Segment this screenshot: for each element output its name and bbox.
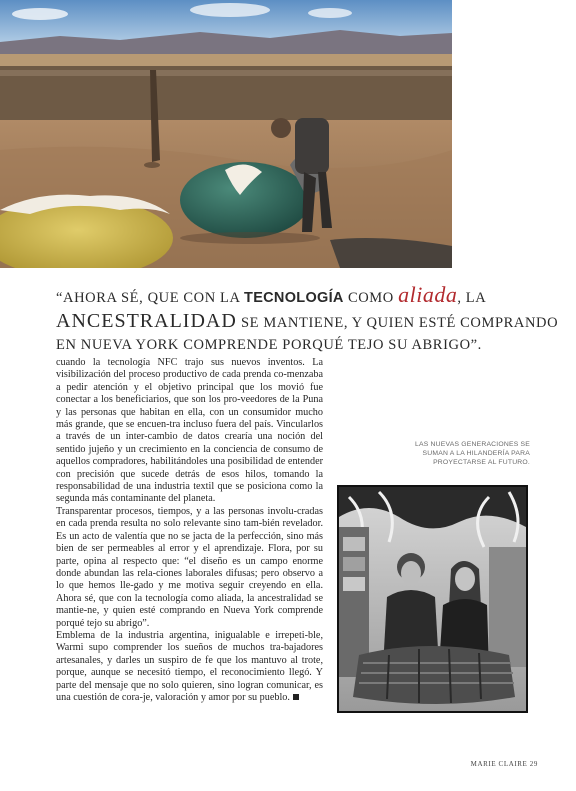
- pull-quote-line-1: “AHORA SÉ, QUE CON LA TECNOLOGÍA COMO aliada, LA: [56, 282, 487, 307]
- pull-quote-line-2: ANCESTRALIDAD SE MANTIENE, Y QUIEN ESTÉ COMPRANDO: [56, 310, 559, 332]
- end-of-article-mark: [293, 694, 299, 700]
- side-photo: [337, 485, 528, 713]
- page-folio: [468, 760, 538, 768]
- pull-quote-line-3: EN NUEVA YORK COMPRENDE PORQUÉ TEJO SU ABRIGO”.: [56, 337, 482, 353]
- pull-quote-big-word: ANCESTRALIDAD: [56, 310, 237, 332]
- paragraph: Transparentar procesos, tiempos, y a las personas involu-cradas en cada prenda resulta no solo relevante sino tam-bién revelador. Es un acto de valentía que no se jacta de la perfección, sino más bien de ser permeables al error y el aprendizaje. Flora, por su parte, opina al respecto que: “el diseño es un campo enorme donde abundan las rela-ciones laborales difusas; pero observo a lo que hemos lle-gado y me motiva seguir creyendo en ella. Ahora sé, que con la tecnología como aliada, la ancestralidad se mantie-ne, y quien esté comprando en Nueva York comprende porqué tejo su abrigo”.: [56, 505, 323, 629]
- article-body: [56, 357, 323, 704]
- pull-quote: [56, 282, 559, 356]
- pull-quote-bold-word: TECNOLOGÍA: [244, 290, 344, 306]
- publication-name: MARIE CLAIRE: [470, 760, 528, 768]
- hero-photo: [0, 0, 452, 268]
- photo-caption: LAS NUEVAS GENERACIONES SE SUMAN A LA HILANDERÍA PARA PROYECTARSE AL FUTURO.: [415, 441, 530, 466]
- paragraph: Emblema de la industria argentina, inigualable e irrepeti-ble, Warmi supo comprender los sueños de muchos tra-bajadores artesanales, y darles un suspiro de fe que los mantuvo al trote, porque, aunque se necesitó tiempo, el reconocimiento llegó. Y parte del mensaje que no solo quieren, sino logran comunicar, es una cuestión de cora-je, valoración y amor por su pueblo.: [56, 629, 323, 703]
- paragraph: cuando la tecnología NFC trajo sus nuevos inventos. La visibilización del proceso productivo de cada prenda co-menzaba a pedir atención y el objetivo principal que los movió fue conectar a los beneficiarios, que son los pro-veedores de la Puna y las personas que habitan en ella, con un consumidor mucho más grande, que se encuen-tra incluso fuera del país. Vincularlos a través de un inter-cambio de datos crearía una noción del sentido jujeño y un crecimiento en la conciencia de consumo de aquellos compradores, habilitándoles una posibilidad de entender con precisión que sucede detrás de esos hilos, tomando la responsabilidad de una industria textil que se posiciona como la segunda más contaminante del planeta.: [56, 357, 323, 505]
- pull-quote-accent-word: aliada: [398, 282, 458, 307]
- page-number: 29: [529, 760, 538, 768]
